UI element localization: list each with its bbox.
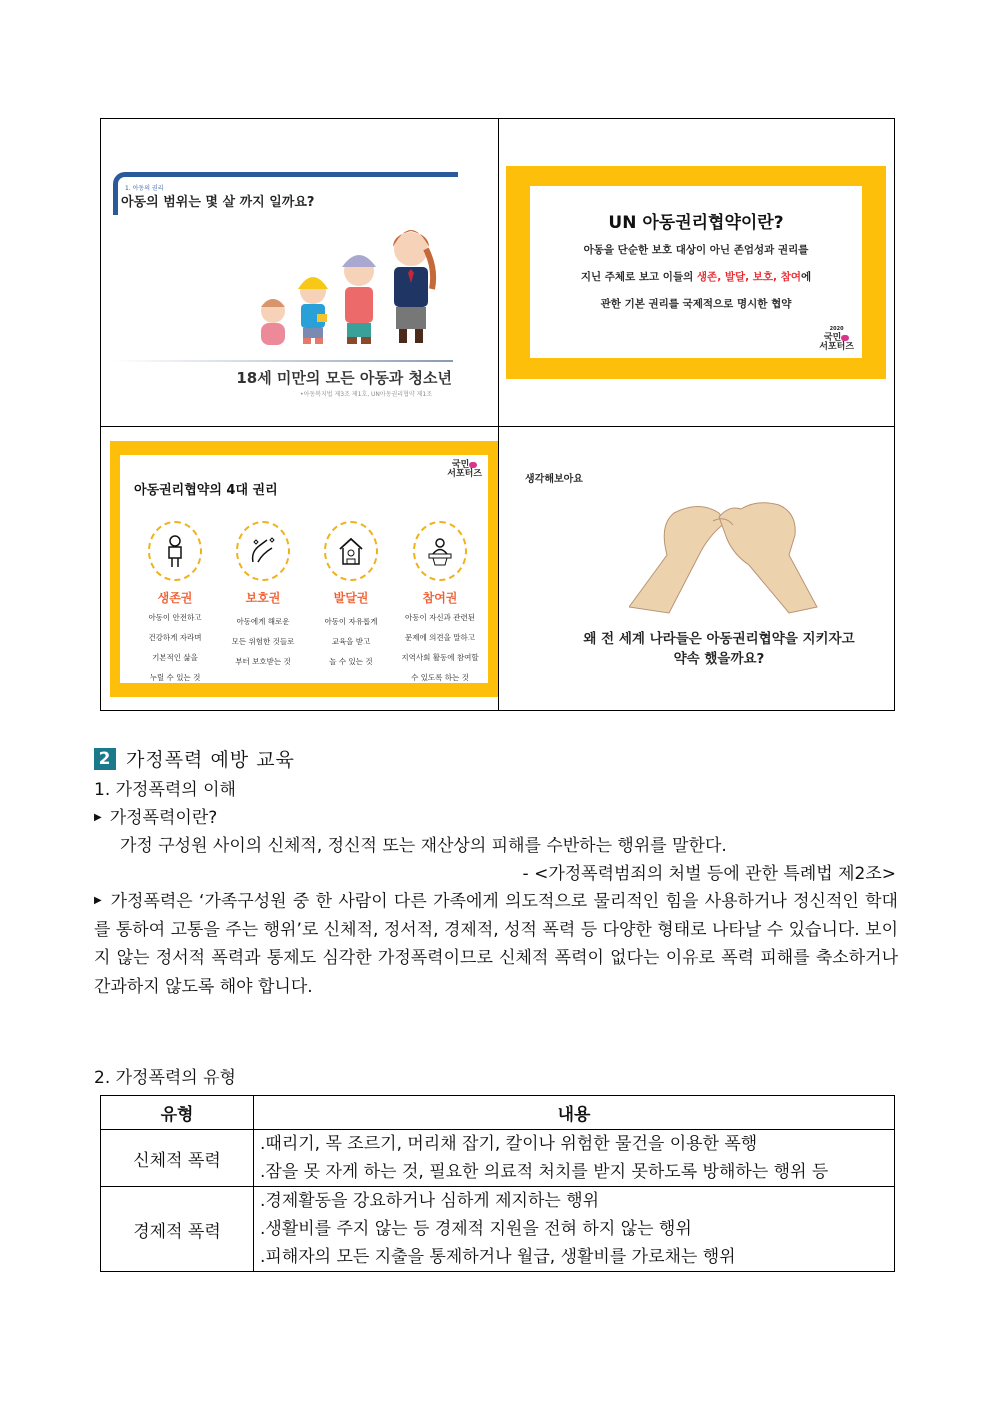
content-line: .피해자의 모든 지출을 통제하거나 월급, 생활비를 가로채는 행위 (260, 1247, 736, 1267)
header-content: 내용 (254, 1096, 895, 1130)
slide-question (559, 629, 879, 669)
desc-line: 수 있도록 하는 것 (411, 673, 469, 682)
slide-content (120, 455, 488, 683)
slide-content (530, 186, 862, 358)
desc-line: 누릴 수 있는 것 (149, 673, 201, 682)
slide-section-label: 1. 아동의 권리 (125, 185, 164, 192)
content-line: .경제활동을 강요하거나 심하게 제지하는 행위 (260, 1191, 600, 1211)
slide-body (530, 237, 862, 318)
header-type: 유형 (101, 1096, 254, 1130)
slide-four-rights (101, 427, 498, 712)
violence-types-table (100, 1095, 895, 1272)
definition-source: - <가정폭력범죄의 처벌 등에 관한 특례법 제2조> (522, 864, 896, 884)
section-heading (94, 745, 295, 772)
logo-line-2: 서포터즈 (819, 342, 854, 352)
explanation-paragraph (94, 887, 898, 1001)
table-row (101, 1187, 895, 1272)
desc-line: 문제에 의견을 말하고 (405, 633, 475, 642)
yellow-frame (110, 441, 498, 697)
subheading-understanding: 1. 가정폭력의 이해 (94, 780, 236, 800)
question-line-2: 약속 했을까요? (673, 651, 765, 667)
right-name: 생존권 (157, 591, 193, 605)
section-title: 가정폭력 예방 교육 (126, 749, 295, 771)
slide-title: 아동권리협약의 4대 권리 (134, 483, 278, 498)
right-name: 보호권 (245, 591, 281, 605)
right-desc (132, 608, 218, 688)
body-line-2-post: 에 (800, 271, 812, 283)
slide-label: 생각해보아요 (525, 474, 583, 485)
logo-line-1: 국민 (451, 460, 470, 470)
speaker-icon (413, 521, 467, 581)
content-line: .생활비를 주지 않는 등 경제적 지원을 전혀 하지 않는 행위 (260, 1219, 692, 1239)
definition-text: 가정 구성원 사이의 신체적, 정신적 또는 재산상의 피해를 수반하는 행위를 말한다. (120, 836, 727, 856)
logo-badge-icon (469, 462, 477, 468)
right-name: 참여권 (422, 591, 458, 605)
desc-line: 건강하게 자라며 (148, 633, 202, 642)
hands-icon (236, 521, 290, 581)
bullet-definition-question (94, 804, 217, 832)
right-development (308, 521, 394, 672)
yellow-frame (506, 166, 886, 379)
desc-line: 부터 보호받는 것 (235, 657, 291, 666)
slide-title: 아동의 범위는 몇 살 까지 일까요? (121, 195, 315, 210)
logo-line-2: 서포터즈 (447, 469, 482, 479)
slide-citation: •아동복지법 제3조 제1호, UN아동권리협약 제1조 (300, 391, 432, 398)
content-line: .때리기, 목 조르기, 머리채 잡기, 칼이나 위험한 물건을 이용한 폭행 (260, 1134, 758, 1154)
body-line-2-pre: 지닌 주체로 보고 이들의 (580, 271, 697, 283)
right-desc (220, 612, 306, 672)
logo-year: 2020 (829, 326, 844, 332)
type-cell: 경제적 폭력 (101, 1187, 254, 1272)
body-line-3: 관한 기본 권리를 국제적으로 명시한 협약 (600, 298, 792, 310)
right-name: 발달권 (333, 591, 369, 605)
subheading-types: 2. 가정폭력의 유형 (94, 1068, 236, 1088)
pinky-promise-icon (629, 495, 819, 615)
triangle-bullet-icon: ▶ (94, 895, 103, 906)
divider-rule (111, 360, 453, 362)
desc-line: 모든 위험한 것들로 (231, 637, 295, 646)
table-row (101, 1130, 895, 1187)
highlight-rights: 생존, 발달, 보호, 참여 (696, 271, 801, 283)
body-line-2 (530, 264, 862, 291)
desc-line: 아동에게 해로운 (236, 617, 290, 626)
desc-line: 아동이 자신과 관련된 (405, 613, 475, 622)
desc-line: 교육을 받고 (331, 637, 371, 646)
slide-think (499, 427, 896, 712)
desc-line: 아동이 자유롭게 (324, 617, 378, 626)
body-line-1: 아동을 단순한 보호 대상이 아닌 존엄성과 권리를 (583, 244, 809, 256)
type-cell: 신체적 폭력 (101, 1130, 254, 1187)
children-illustration-icon (251, 209, 451, 354)
triangle-bullet-icon: ▶ (94, 812, 102, 823)
section-number-badge: 2 (94, 748, 116, 770)
supporters-logo (819, 325, 854, 352)
paragraph-text: 가정폭력은 ‘가족구성원 중 한 사람이 다른 가족에게 의도적으로 물리적인 힘을 사용하거나 정신적인 학대를 통하여 고통을 주는 행위’로 신체적, 정서적, 경제적, 성적 폭력 등 다양한 형태로 나타날 수 있습니다. 보이지 않는 정서적 폭력과 통제도 심각한 가정폭력이므로 신체적 폭력이 없다는 이유로 폭력 피해를 축소하거나 간과하지 않도록 해야 합니다. (94, 891, 898, 997)
question-line-1: 왜 전 세계 나라들은 아동권리협약을 지키자고 (583, 631, 855, 647)
right-desc (392, 608, 488, 688)
supporters-logo (447, 461, 482, 479)
content-line: .잠을 못 자게 하는 것, 필요한 의료적 처치를 받지 못하도록 방해하는 행위 등 (260, 1162, 829, 1182)
logo-badge-icon (841, 335, 849, 341)
slide-un-convention (499, 119, 896, 426)
content-cell (254, 1130, 895, 1187)
logo-line-1: 국민 (823, 333, 842, 343)
bullet-text: 가정폭력이란? (109, 808, 218, 828)
slide-title: UN 아동권리협약이란? (608, 213, 784, 233)
right-desc (308, 612, 394, 672)
table-header-row (101, 1096, 895, 1130)
desc-line: 놀 수 있는 것 (329, 657, 373, 666)
desc-line: 기본적인 삶을 (152, 653, 198, 662)
right-survival (132, 521, 218, 688)
right-participation (392, 521, 488, 688)
desc-line: 아동이 안전하고 (148, 613, 202, 622)
house-icon (324, 521, 378, 581)
slide-answer: 18세 미만의 모든 아동과 청소년 (236, 369, 452, 387)
child-icon (148, 521, 202, 581)
content-cell (254, 1187, 895, 1272)
slide-child-age-range (101, 119, 498, 426)
desc-line: 지역사회 활동에 참여할 (401, 653, 479, 662)
right-protection (220, 521, 306, 672)
image-grid (100, 118, 895, 711)
